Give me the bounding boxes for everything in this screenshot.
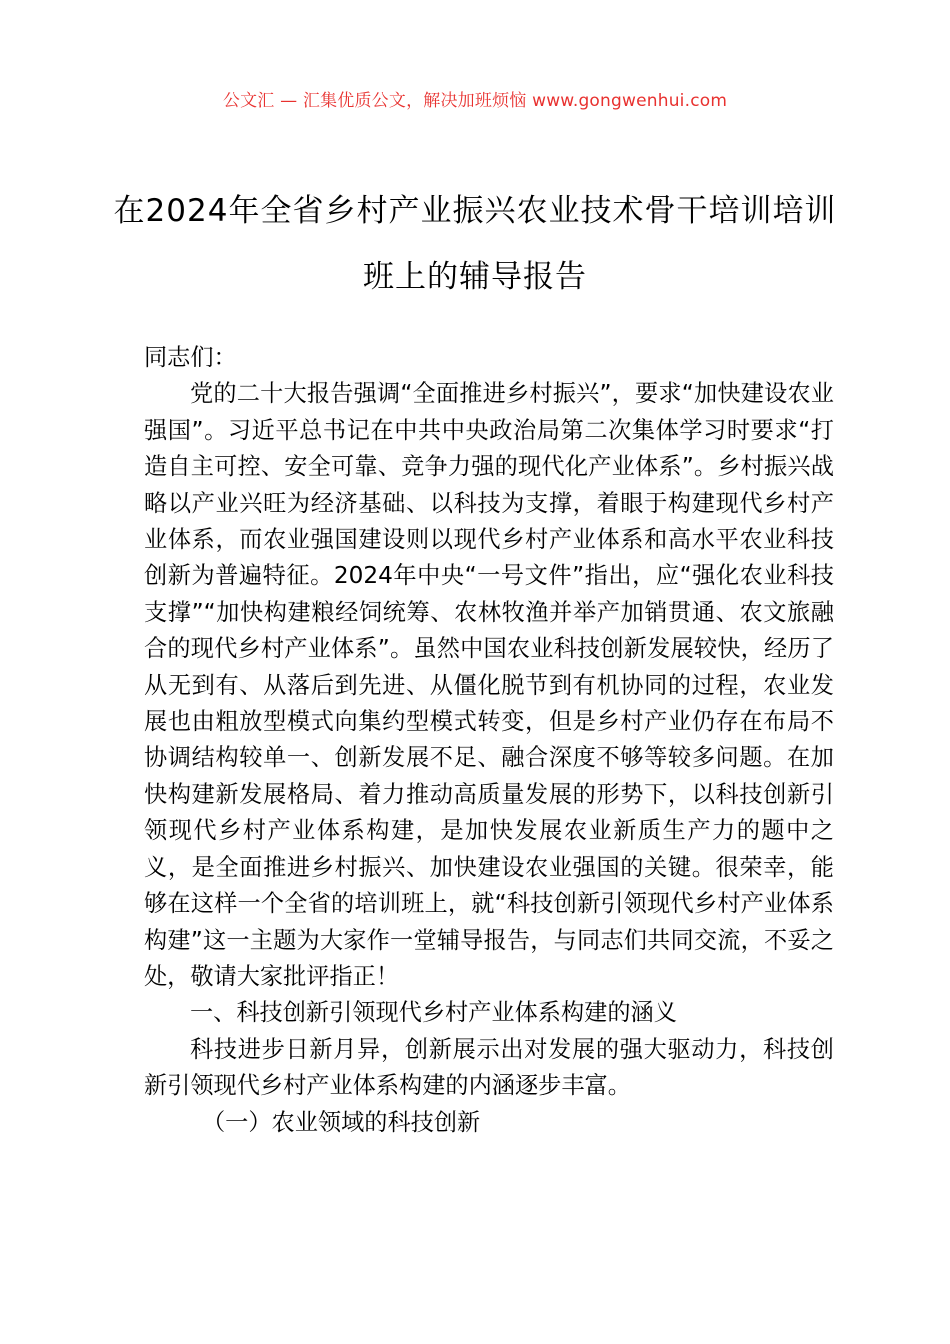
body-paragraph: 党的二十大报告强调“全面推进乡村振兴”，要求“加快建设农业强国”。习近平总书记在中共中央政治局第二次集体学习时要求“打造自主可控、安全可靠、竞争力强的现代化产业体系”。乡村振兴战略以产业兴旺为经济基础、以科技为支撑，着眼于构建现代乡村产业体系，而农业强国建设则以现代乡村产业体系和高水平农业科技创新为普遍特征。2024年中央“一号文件”指出，应“强化农业科技支撑”“加快构建粮经饲统筹、农林牧渔并举产加销贯通、农文旅融合的现代乡村产业体系”。虽然中国农业科技创新发展较快，经历了从无到有、从落后到先进、从僵化脱节到有机协同的过程，农业发展也由粗放型模式向集约型模式转变，但是乡村产业仍存在布局不协调结构较单一、创新发展不足、融合深度不够等较多问题。在加快构建新发展格局、着力推动高质量发展的形势下，以科技创新引领现代乡村产业体系构建，是加快发展农业新质生产力的题中之义，是全面推进乡村振兴、加快建设农业强国的关键。很荣幸，能够在这样一个全省的培训班上，就“科技创新引领现代乡村产业体系构建”这一主题为大家作一堂辅导报告，与同志们共同交流，不妥之处，敬请大家批评指正！ — [144, 380, 834, 990]
site-banner: 公文汇 — 汇集优质公文，解决加班烦恼 www.gongwenhui.com — [222, 91, 728, 111]
subsection-heading: （一）农业领域的科技创新 — [202, 1108, 481, 1136]
salutation: 同志们： — [144, 344, 237, 371]
document-body — [144, 340, 834, 1141]
section-heading: 一、科技创新引领现代乡村产业体系构建的涵义 — [190, 999, 677, 1027]
document-title: 在2024年全省乡村产业振兴农业技术骨干培训培训班上的辅导报告 — [113, 193, 837, 295]
section-paragraph: 科技进步日新月异，创新展示出对发展的强大驱动力，科技创新引领现代乡村产业体系构建的内涵逐步丰富。 — [144, 1035, 834, 1100]
